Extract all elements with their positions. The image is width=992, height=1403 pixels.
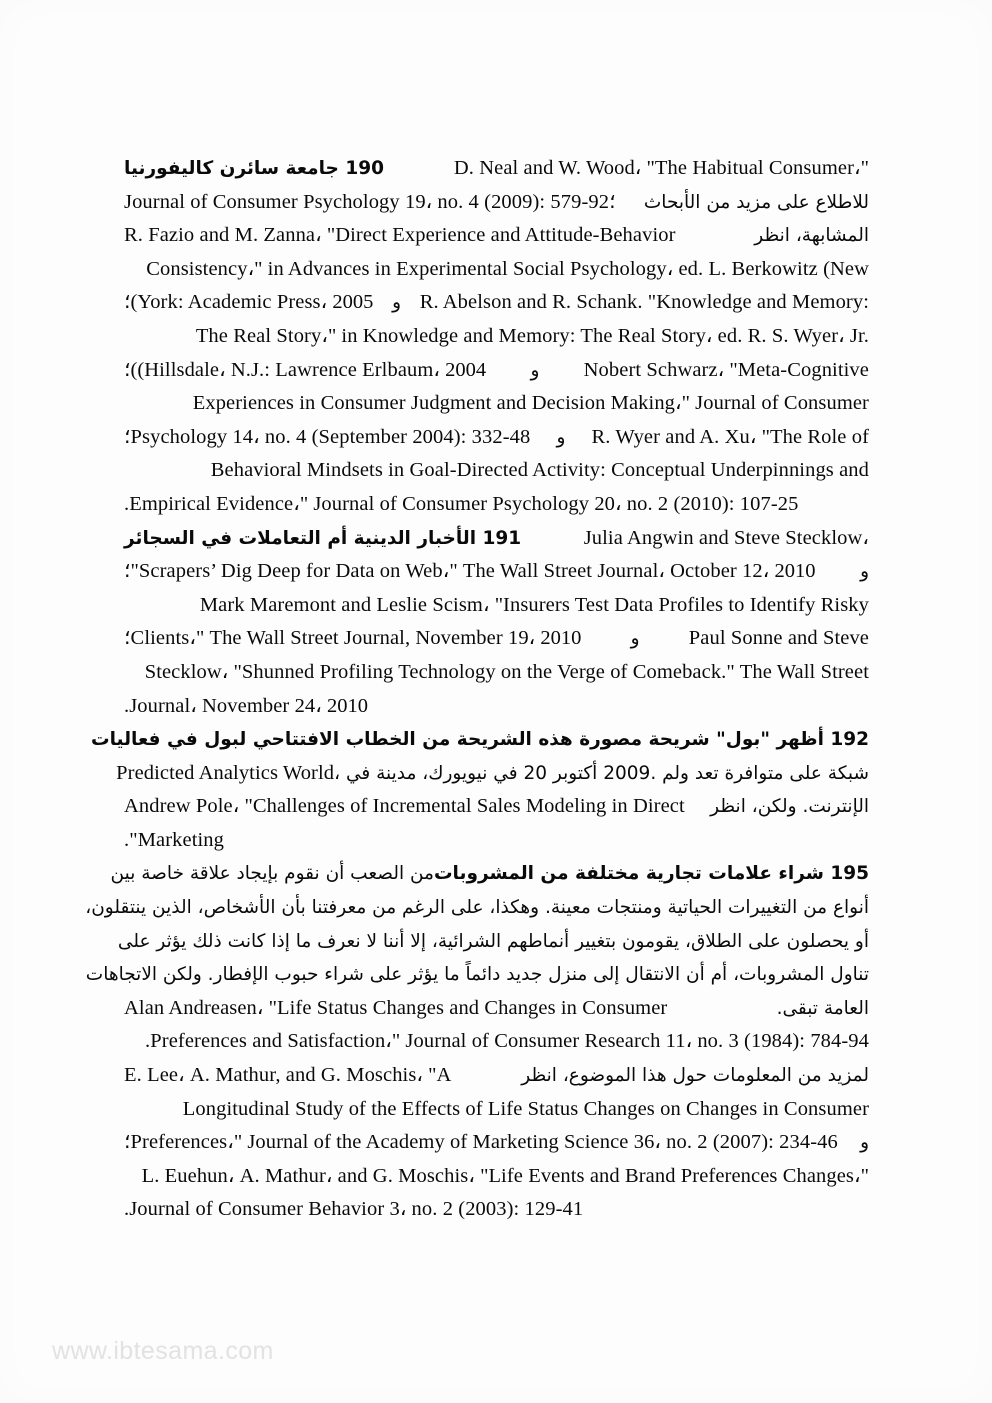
text-line — [90, 723, 869, 757]
text-line — [85, 891, 869, 925]
text-run-en: Consistency،" in Advances in Experimental Social Psychology، ed. L. Berkowitz (New — [146, 257, 869, 280]
text-run-ar: الإنترنت. ولكن، انظر — [710, 796, 869, 818]
text-run-en: .Journal of Consumer Behavior 3، no. 2 (2003): 129-41 — [124, 1198, 584, 1221]
text-run-en: Mark Maremont and Leslie Scism، "Insurers Test Data Profiles to Identify Risky — [199, 593, 869, 616]
text-run-en: D. Neal and W. Wood، "The Habitual Consumer،" — [453, 157, 869, 179]
text-line — [124, 656, 869, 690]
text-run-ar: العامة تبقى. — [776, 997, 869, 1019]
text-run-en: ؛Psychology 14، no. 4 (September 2004): 332-48 — [124, 425, 531, 448]
text-run-en: Nobert Schwarz، "Meta-Cognitive — [583, 358, 869, 381]
text-run-en: Journal of Consumer Psychology 19، no. 4 (2009): 579-92؛ — [124, 190, 616, 213]
text-line — [124, 589, 869, 623]
text-line — [124, 1059, 869, 1093]
text-run-ar-bold: 191 الأخبار الدينية أم التعاملات في السجائر — [124, 527, 522, 549]
text-line — [124, 824, 869, 858]
text-line — [124, 454, 869, 488]
text-run-ar: و — [392, 292, 401, 314]
text-run-ar: أنواع من التغييرات الحياتية ومنتجات معينة. وهكذا، على الرغم من معرفتنا بأن الأشخاص، الذين ينتقلون، — [85, 897, 869, 919]
text-run-ar: للاطلاع على مزيد من الأبحاث — [643, 191, 869, 213]
text-line — [124, 421, 869, 455]
text-run-en: Alan Andreasen، "Life Status Changes and Changes in Consumer — [124, 996, 668, 1019]
text-run-en: ؛(York: Academic Press، 2005 — [124, 291, 374, 314]
text-run-en: .Empirical Evidence،" Journal of Consumer Psychology 20، no. 2 (2010): 107-25 — [124, 492, 799, 515]
text-line — [124, 488, 869, 522]
text-run-ar-bold: 192 أظهر "بول" شريحة مصورة هذه الشريحة من الخطاب الافتتاحي لبول في فعاليات — [90, 729, 869, 751]
text-line — [124, 219, 869, 253]
text-run-ar: أو يحصلون على الطلاق، يقومون بتغيير أنماطهم الشرائية، إلا أننا لا نعرف ما إذا كانت ذلك يؤثر على — [117, 930, 869, 952]
endnote-191 — [124, 522, 869, 724]
text-run-ar: من الصعب أن نقوم بإيجاد علاقة خاصة بين — [110, 863, 434, 885]
text-line — [124, 690, 869, 724]
text-run-en: ."Marketing — [124, 828, 224, 851]
text-run-ar: و — [556, 426, 566, 448]
endnotes-text-column — [85, 152, 869, 1227]
text-line — [124, 1093, 869, 1127]
text-run-ar: تناول المشروبات، أم أن الانتقال إلى منزل جديد دائماً ما يؤثر على شراء حبوب الإفطار. ولكن الاتجاهات — [85, 964, 869, 986]
text-run-en: ؛"Scrapers’ Dig Deep for Data on Web،" The Wall Street Journal، October 12، 2010 — [124, 560, 816, 583]
text-run-en: Paul Sonne and Steve — [688, 627, 869, 650]
text-line — [85, 958, 869, 992]
text-line — [124, 354, 869, 388]
text-run-ar: و — [530, 359, 540, 381]
endnote-195 — [85, 857, 869, 1227]
text-run-en: Experiences in Consumer Judgment and Decision Making،" Journal of Consumer — [192, 392, 869, 415]
text-run-ar: المشابهة، انظر — [754, 225, 869, 247]
text-run-en: Stecklow، "Shunned Profiling Technology on the Verge of Comeback." The Wall Street — [144, 660, 869, 683]
text-line — [124, 186, 869, 220]
text-line — [124, 1025, 869, 1059]
text-run-ar: و — [630, 628, 640, 650]
text-line — [117, 925, 869, 959]
text-line — [124, 1160, 869, 1194]
endnote-192 — [90, 723, 869, 857]
text-run-en: Behavioral Mindsets in Goal-Directed Activity: Conceptual Underpinnings and — [210, 459, 869, 482]
text-line — [124, 522, 869, 556]
text-run-en: ؛Clients،" The Wall Street Journal, November 19، 2010 — [124, 627, 582, 650]
text-run-en: R. Abelson and R. Schank. "Knowledge and Memory: — [419, 291, 869, 314]
text-run-ar-bold: 195 شراء علامات تجارية مختلفة من المشروبات — [433, 863, 869, 885]
text-run-ar: شبكة على متوافرة تعد ولم .2009 أكتوبر 20 في نيويورك، مدينة في ، — [334, 762, 869, 784]
text-line — [124, 320, 869, 354]
text-line — [110, 857, 869, 891]
text-run-en: .Preferences and Satisfaction،" Journal of Consumer Research 11، no. 3 (1984): 784-94 — [145, 1030, 869, 1053]
text-line — [124, 1126, 869, 1160]
text-line — [124, 387, 869, 421]
text-line — [124, 286, 869, 320]
text-line — [124, 790, 869, 824]
text-line — [124, 152, 869, 186]
text-run-en: Longitudinal Study of the Effects of Life Status Changes on Changes in Consumer — [182, 1097, 869, 1120]
text-line — [124, 555, 869, 589]
text-run-en: Andrew Pole، "Challenges of Incremental Sales Modeling in Direct — [124, 795, 685, 818]
text-run-ar-bold: 190 جامعة سائرن كاليفورنيا — [124, 158, 384, 179]
text-run-en: The Real Story،" in Knowledge and Memory: The Real Story، ed. R. S. Wyer، Jr. — [195, 324, 869, 347]
text-run-en: .Journal، November 24، 2010 — [124, 694, 369, 717]
text-line — [124, 992, 869, 1026]
text-run-en: R. Wyer and A. Xu، "The Role of — [591, 425, 869, 448]
text-line — [116, 757, 869, 791]
text-run-en: L. Euehun، A. Mathur، and G. Moschis، "Life Events and Brand Preferences Changes،" — [141, 1164, 869, 1187]
text-run-en: E. Lee، A. Mathur, and G. Moschis، "A — [124, 1064, 452, 1087]
text-line — [124, 622, 869, 656]
text-run-en: ؛((Hillsdale، N.J.: Lawrence Erlbaum، 2004 — [124, 358, 487, 381]
text-run-en: Julia Angwin and Steve Stecklow، — [583, 526, 869, 549]
text-run-en: R. Fazio and M. Zanna، "Direct Experience and Attitude-Behavior — [124, 224, 676, 247]
text-run-ar: و — [860, 1132, 869, 1154]
endnote-190 — [124, 152, 869, 522]
text-line — [124, 253, 869, 287]
text-run-ar: لمزيد من المعلومات حول هذا الموضوع، انظر — [521, 1065, 869, 1087]
text-line — [124, 1193, 869, 1227]
text-run-ar: و — [860, 561, 869, 583]
text-run-en: Predicted Analytics World — [116, 761, 335, 784]
text-run-en: ؛Preferences،" Journal of the Academy of Marketing Science 36، no. 2 (2007): 234-46 — [124, 1131, 838, 1154]
site-watermark: www.ibtesama.com — [52, 1337, 274, 1365]
